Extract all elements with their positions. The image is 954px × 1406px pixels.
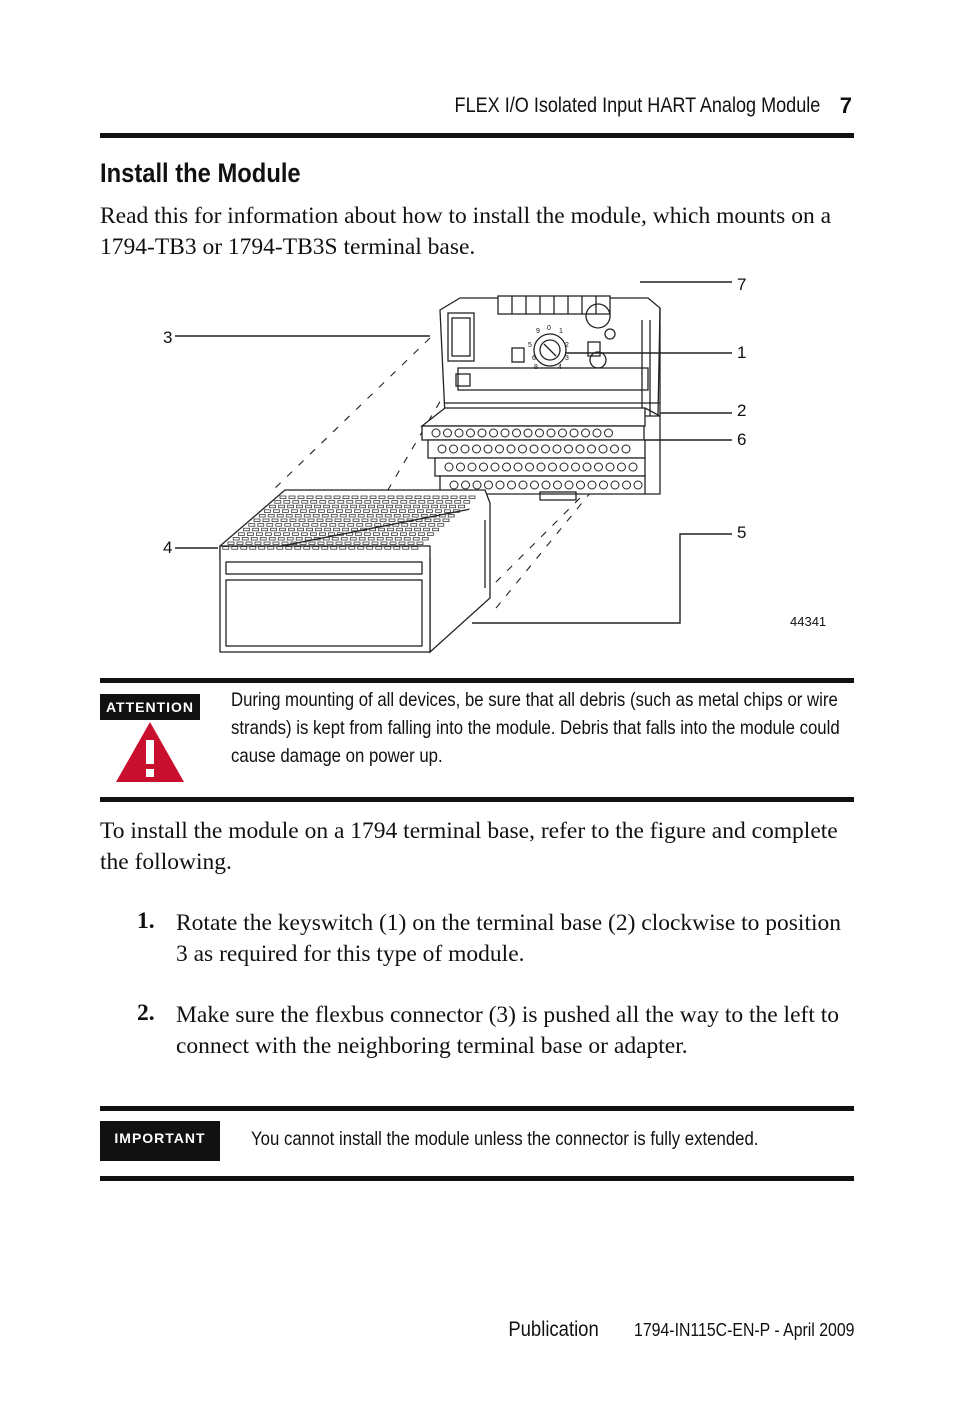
publication-number: 1794-IN115C-EN-P - April 2009: [633, 1320, 854, 1340]
vent-slot: [411, 524, 417, 527]
vent-slot: [382, 533, 388, 536]
key-digit: 4: [558, 364, 562, 371]
step-text: Make sure the flexbus connector (3) is pushed all the way to the left to connect with the neighboring terminal base or adapter.: [176, 1002, 840, 1059]
vent-slot: [390, 542, 396, 545]
vent-slot: [404, 537, 410, 540]
vent-slot: [406, 528, 412, 531]
page-number: 7: [839, 93, 852, 118]
callout-3: 3: [163, 328, 173, 347]
vent-slot: [355, 533, 361, 536]
section-heading: Install the Module: [100, 158, 301, 188]
key-digit: 9: [536, 328, 540, 335]
vent-slot: [443, 519, 449, 522]
attention-text: During mounting of all devices, be sure that all debris (such as metal chips or wire strands) is kept from falling into the module. Debris that falls into the module could cause damage on power up.: [231, 689, 840, 767]
callout-7: 7: [737, 275, 747, 294]
vent-slot: [420, 524, 426, 527]
vent-slot: [433, 528, 439, 531]
vent-slot: [408, 542, 414, 545]
installation-figure: [100, 268, 854, 668]
vent-slot: [402, 524, 408, 527]
key-digit: 5: [528, 342, 532, 349]
key-digit: 1: [559, 328, 563, 335]
vent-slot: [399, 542, 405, 545]
footer-label: Publication: [508, 1318, 600, 1341]
vent-slot: [364, 533, 370, 536]
vent-slot: [381, 542, 387, 545]
vent-slot: [379, 528, 385, 531]
vent-slot: [425, 519, 431, 522]
vent-slot: [327, 542, 333, 545]
step-number: 1.: [137, 908, 155, 934]
key-digit: 2: [565, 342, 569, 349]
callout-4: 4: [163, 538, 173, 557]
vent-slot: [309, 542, 315, 545]
callout-1: 1: [737, 343, 747, 362]
attention-bottom-rule: [100, 797, 854, 802]
vent-slot: [448, 514, 454, 517]
vent-slot: [427, 533, 433, 536]
vent-slot: [368, 537, 374, 540]
key-digit: 3: [565, 355, 569, 362]
important-bottom-rule: [100, 1176, 854, 1181]
attention-top-rule: [100, 678, 854, 683]
vent-slot: [397, 528, 403, 531]
intro-paragraph: Read this for information about how to install the module, which mounts on a 1794-TB3 or 1794-TB3S terminal base.: [100, 203, 832, 260]
vent-slot: [422, 537, 428, 540]
vent-slot: [417, 542, 423, 545]
vent-slot: [434, 519, 440, 522]
step-text: Rotate the keyswitch (1) on the terminal base (2) clockwise to position 3 as required for this type of module.: [176, 910, 842, 967]
vent-slot: [377, 537, 383, 540]
vent-slot: [372, 542, 378, 545]
vent-slot: [409, 533, 415, 536]
vent-slot: [415, 528, 421, 531]
footer: [100, 1318, 854, 1342]
key-digit: 6: [532, 355, 536, 362]
vent-slot: [341, 537, 347, 540]
vent-slot: [336, 542, 342, 545]
callout-2: 2: [737, 401, 747, 420]
vent-slot: [395, 537, 401, 540]
vent-slot: [318, 542, 324, 545]
vent-slot: [345, 542, 351, 545]
vent-slot: [359, 537, 365, 540]
callout-6: 6: [737, 430, 747, 449]
vent-slot: [350, 537, 356, 540]
vent-slot: [363, 542, 369, 545]
vent-slot: [388, 528, 394, 531]
attention-label: ATTENTION: [100, 694, 200, 720]
important-top-rule: [100, 1106, 854, 1111]
vent-slot: [373, 533, 379, 536]
important-label: IMPORTANT: [100, 1121, 220, 1161]
header-title: FLEX I/O Isolated Input HART Analog Module: [454, 94, 820, 117]
running-header: [100, 92, 854, 126]
important-text: You cannot install the module unless the connector is fully extended.: [251, 1128, 759, 1150]
vent-slot: [424, 528, 430, 531]
callout-5: 5: [737, 523, 747, 542]
key-digit: 0: [547, 325, 551, 332]
vent-slot: [332, 537, 338, 540]
procedure-intro: To install the module on a 1794 terminal base, refer to the figure and complete the following.: [100, 818, 838, 875]
vent-slot: [354, 542, 360, 545]
key-digit: 8: [534, 364, 538, 371]
vent-slot: [391, 533, 397, 536]
vent-slot: [386, 537, 392, 540]
vent-slot: [429, 524, 435, 527]
terminal-base: [440, 296, 660, 416]
header-rule: [100, 133, 854, 138]
step-number: 2.: [137, 1000, 155, 1026]
vent-slot: [438, 524, 444, 527]
warning-triangle-icon: [114, 720, 186, 784]
vent-slot: [418, 533, 424, 536]
figure-id: 44341: [790, 614, 827, 629]
vent-slot: [413, 537, 419, 540]
vent-slot: [400, 533, 406, 536]
